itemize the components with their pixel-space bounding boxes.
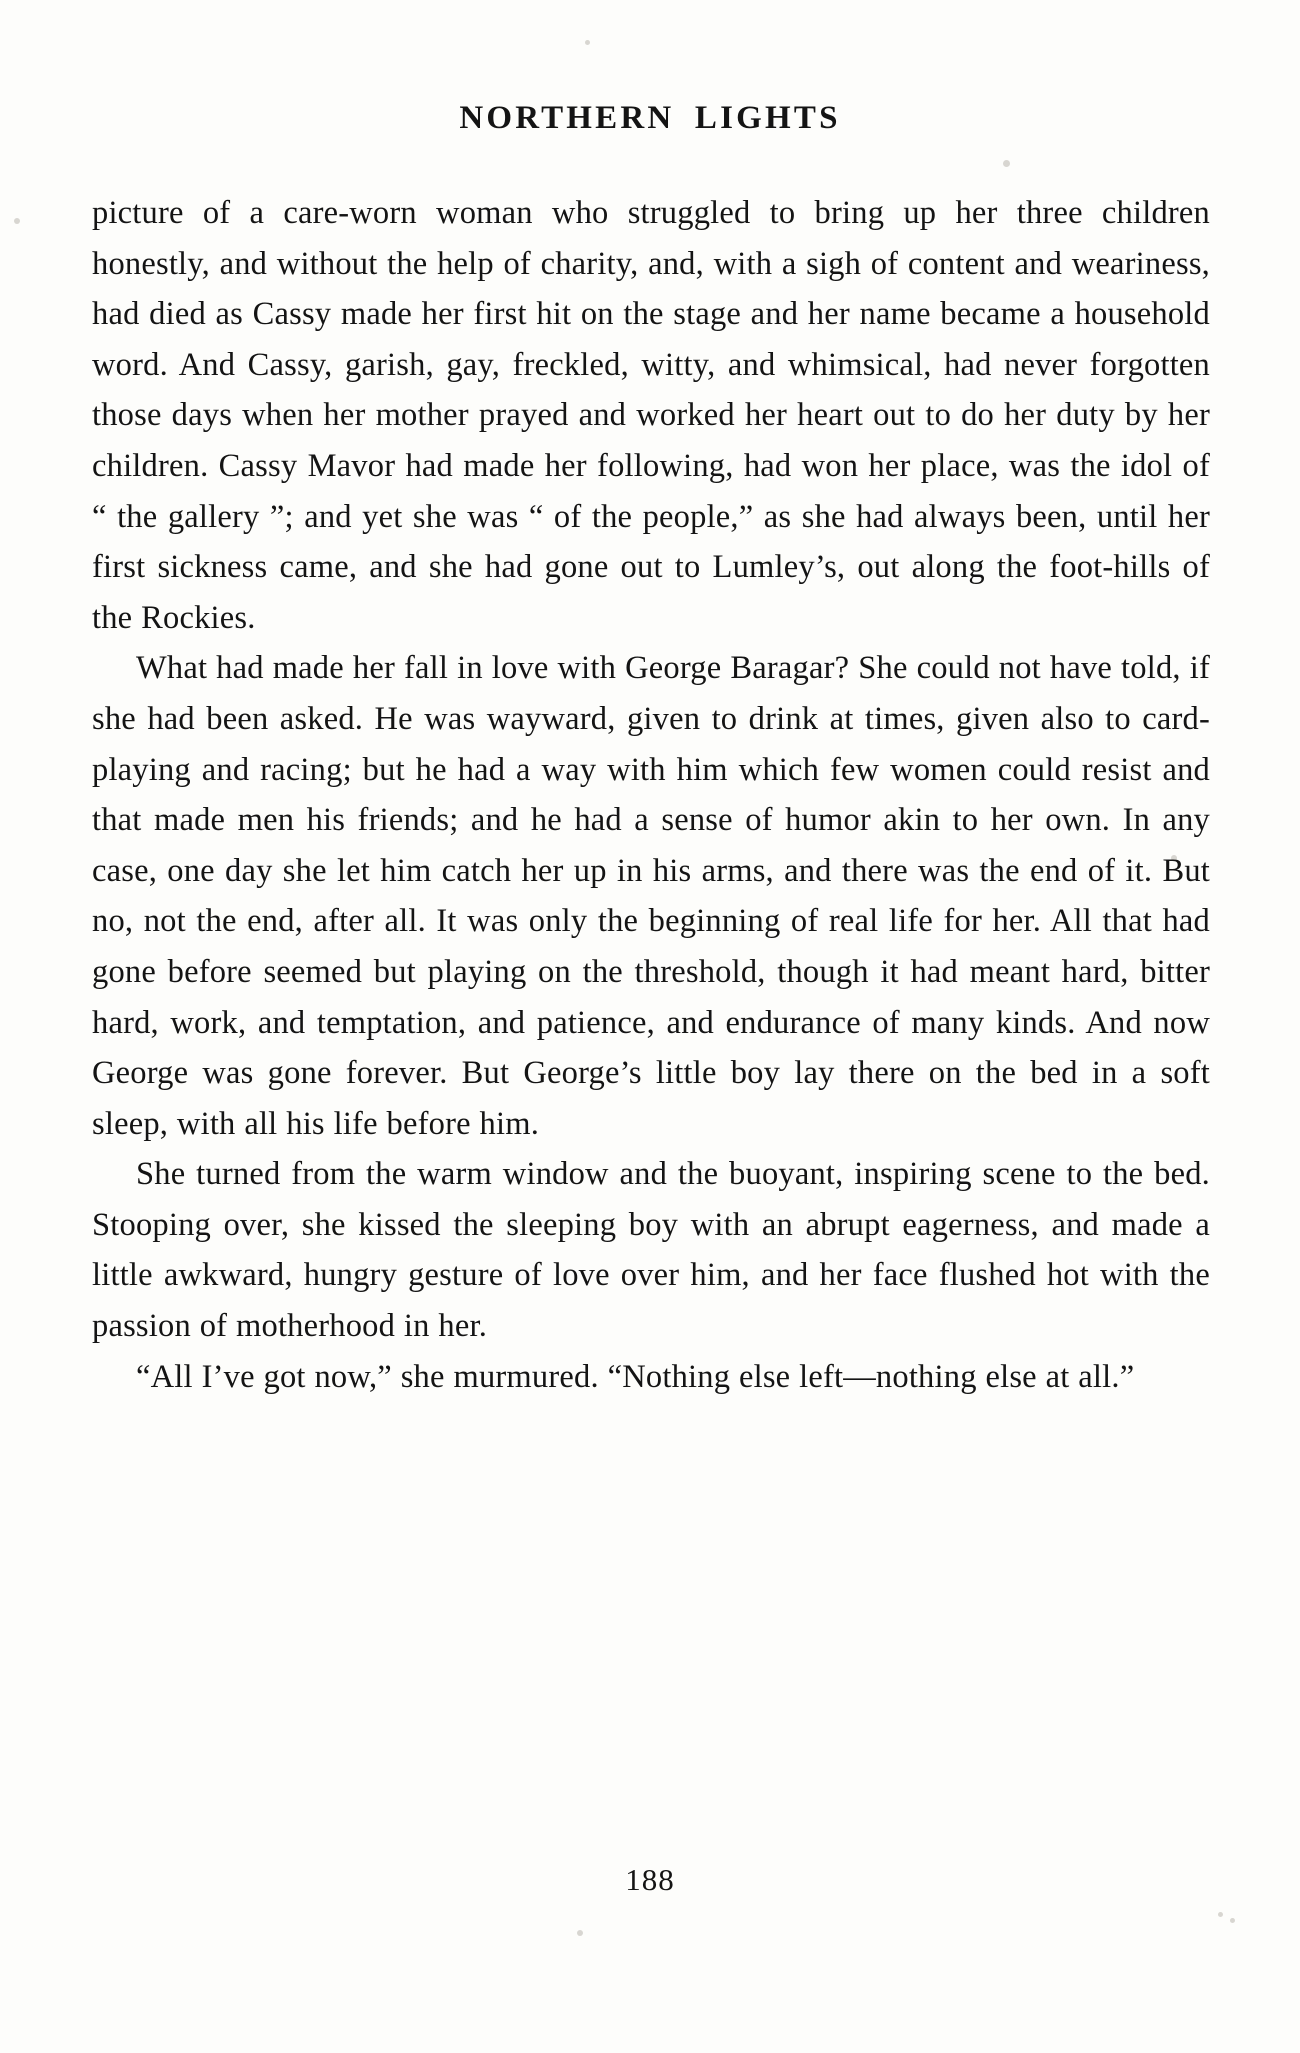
body-text [92, 188, 1210, 1402]
scan-speck [1003, 160, 1010, 167]
paragraph: picture of a care-worn woman who struggled to bring up her three children honestly, and without the help of charity, and, with a sigh of content and weariness, had died as Cassy made her first hit on the stage and her name became a household word. And Cassy, garish, gay, freckled, witty, and whimsical, had never forgotten those days when her mother prayed and worked her heart out to do her duty by her children. Cassy Mavor had made her following, had won her place, was the idol of “ the gallery ”; and yet she was “ of the people,” as she had always been, until her first sickness came, and she had gone out to Lumley’s, out along the foot-hills of the Rockies. [92, 195, 1210, 636]
paragraph: What had made her fall in love with George Baragar? She could not have told, if she had been asked. He was wayward, given to drink at times, given also to card-playing and racing; but he had a way with him which few women could resist and that made men his friends; and he had a sense of humor akin to her own. In any case, one day she let him catch her up in his arms, and there was the end of it. But no, not the end, after all. It was only the beginning of real life for her. All that had gone before seemed but playing on the threshold, though it had meant hard, bitter hard, work, and temptation, and patience, and endurance of many kinds. And now George was gone forever. But George’s little boy lay there on the bed in a soft sleep, with all his life before him. [92, 650, 1210, 1142]
page-number: 188 [625, 1862, 675, 1897]
scan-speck [1218, 1912, 1223, 1917]
paragraph: She turned from the warm window and the buoyant, inspiring scene to the bed. Stooping over, she kissed the sleeping boy with an abrupt eagerness, and made a little awkward, hungry gesture of love over him, and her face flushed hot with the passion of motherhood in her. [92, 1156, 1210, 1345]
paragraph: “All I’ve got now,” she murmured. “Nothing else left—nothing else at all.” [136, 1358, 1135, 1395]
scan-speck [1230, 1918, 1235, 1923]
scan-speck [577, 1930, 583, 1936]
scan-speck [14, 218, 20, 224]
scan-speck [585, 40, 590, 45]
running-head: NORTHERN LIGHTS [459, 100, 841, 136]
